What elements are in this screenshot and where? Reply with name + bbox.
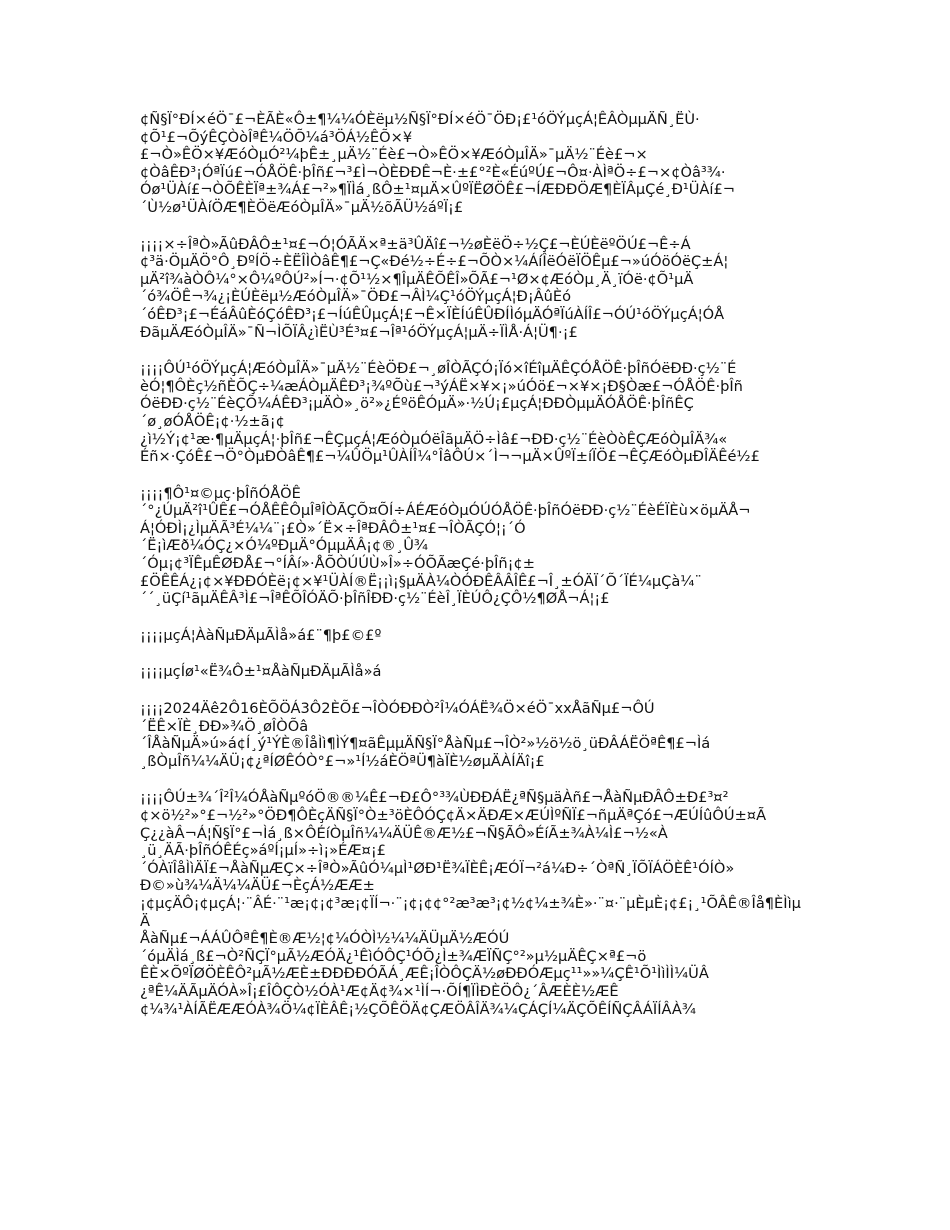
text-line: ´ËÊ×ÏÈ¸ÐÐ»¾Ö¸øÎÒÕâ bbox=[140, 717, 309, 735]
text-line: ¿ªÊ¼ÄÃµÄÓÀ»Î¡£ÎÔÇÒ½ÓÀ¹Æ¢Ä¢¾×¹ÌÍ¬·ÕÍ¶ÏÌÐÈÖÔ¿´ÂÆÈÈ½ÆÊ bbox=[140, 982, 619, 1000]
text-line: ¢×ö½²»°£¬½²»°ÖÐ¶ÔÈçÄÑ§Ï°Ò±³öÈÔÓÇ¢Ä×ÄÐÆ×ÆÚÌºÑÏ£¬ñµÄªÇó£¬ÆÚÍûÔÚ±¤Ã bbox=[140, 807, 767, 824]
body-paragraph bbox=[140, 360, 810, 466]
text-line: ¸ßÒµÎñ¼¼ÄÜ¡¢¿ªÍØÊÓÒ°£¬»¹Í½áÈÖªÜ¶àÏÈ½øµÄÀÍÄî¡£ bbox=[140, 752, 545, 770]
text-line: Á¦ÓÐÌ¡¿ÌµÄÃ³É¼¼¨¡£Ò»´Ë×÷ÎªÐÂÔ±¹¤£¬ÎÒÃÇÓ¦¡´Ó bbox=[140, 519, 526, 537]
text-line: ¡¡¡¡2024Äê2Ô16ÈÕÖÁ3Ô2ÈÕ£¬ÎÒÓÐÐÒ²Î¼ÓÁË¾Ö×éÖ¯xxÅãÑµ£¬ÔÚ bbox=[140, 700, 655, 718]
text-line: Óø¹ÜÀí£¬ÒÕÊÈÏª±¾Á£¬²»¶ÏÌá¸ßÔ±¹¤µÄ×ÛºÏËØÖÊ£¬ÍÆÐÐÖÆ¶ÈÏÂµÇé¸Ð¹ÜÀí£¬ bbox=[140, 181, 735, 199]
body-paragraph bbox=[140, 485, 810, 608]
text-line: ¢Ñ§Ï°ÐÍ×éÖ¯£¬ÈÃÈ«Ô±¶¼¼ÓÈëµ½Ñ§Ï°ÐÍ×éÖ¯ÖÐ¡£¹óÖÝµçÁ¦ÊÂÒµµÄÑ¸ËÙ· bbox=[140, 111, 700, 128]
text-line: ÐãµÄÆóÒµÎÄ»¯Ñ¬ÌÕÏÂ¿ìËÙ³É³¤£¬Îª¹óÖÝµçÁ¦µÄ÷ÏÌÅ·Á¦Ü¶·¡£ bbox=[140, 323, 578, 341]
text-line: Éñ×·ÇóÊ£¬Ö°ÒµÐÒâÊ¶£¬¼ÛÖµ¹ÛÀÍÎ¼°ÎâÔÚ×´Ì¬¬µÄ×ÛºÏ±íÏÖ£¬ÊÇÆóÒµÐÎÄÊé½£ bbox=[140, 448, 760, 466]
text-line: ¢³ä·ÖµÄÖ°Ô¸ÐºÍÖ÷ÈËÎÌÒâÊ¶£¬Ç«Ðé½÷É÷£¬ÕÒ×¼ÁíÎëÓëÏÖÊµ£¬»úÓöÓëÇ±Á¦ bbox=[140, 253, 729, 271]
body-paragraph bbox=[140, 789, 810, 1018]
text-line: ´ø¸øÓÅÖÊ¡¢·½±ã¡¢ bbox=[140, 412, 285, 430]
text-line: ¿ì½Ý¡¢¹æ·¶µÄµçÁ¦·þÎñ£¬ÊÇµçÁ¦ÆóÒµÓëÎãµÄÖ÷Ìâ£¬ÐÐ·ç½¨ÉèÒòÊÇÆóÒµÎÄ¾« bbox=[140, 430, 728, 448]
text-line: £ÖÊÊÁ¿¡¢×¥ÐÐÓÈë¡¢×¥¹ÜÀÍ®Ë¡¡ì¡§µÄÀ¼ÒÓÐÊÂÂÎÊ£¬Î¸±ÓÄÏ´Õ´ÏÉ¼µÇà¼¨ bbox=[140, 572, 702, 590]
text-line: ¢Õ¹£¬ÕýÊÇÒòÎªÊ¼ÖÕ¼á³ÖÁ½ÊÕ×¥ bbox=[140, 128, 413, 146]
body-paragraph bbox=[140, 236, 810, 342]
text-line: ´°¿ÚµÄ²î¹ÛÊ£¬ÓÅÊÊÔµÎªÎÒÃÇÕ¤ÕÍ÷ÁÉÆóÒµÓÚÓÅÖÊ·þÎñÓëÐÐ·ç½¨ÉèÉÏÈù×öµÄÅ¬ bbox=[140, 502, 751, 520]
body-paragraph bbox=[140, 627, 810, 645]
text-line: ÊÈ×ÕºÏØÖÈÊÔ²µÃ½ÆÈ±ÐÐÐÐÓÃÁ¸ÆÊ¡ÎÒÔÇÄ½øÐÐÓÆµç¹¹»»¼ÇÊ¹Õ¹ÌìÌÌ¼ÜÂ bbox=[140, 965, 709, 983]
text-line: ¡¡¡¡ÔÚ¹óÖÝµçÁ¦ÆóÒµÎÄ»¯µÄ½¨ÉèÖÐ£¬¸øÎÒÃÇÓ¡Ïó×îÉîµÄÊÇÓÅÖÊ·þÎñÓëÐÐ·ç½¨É bbox=[140, 360, 737, 378]
text-line: ¡¡¡¡µçÍø¹«Ë¾Ô±¹¤ÅàÑµÐÄµÃÌå»á bbox=[140, 663, 382, 681]
text-line: ´óÊÐ³¡£¬ÉáÂûÈóÇóÊÐ³¡£¬ÍúÊÛµçÁ¦£¬Ê×ÏÈÍúÊÛÐÍÌóµÄÓªÏúÀÍÎ£¬ÓÚ¹óÖÝµçÁ¦ÓÅ bbox=[140, 305, 725, 323]
text-line: ¸ü¸ÄÃ·þÎñÓÊÉç»áºÍ¡µÍ»÷ì¡»ÉÆ¤¡£ bbox=[140, 842, 386, 860]
text-line: ´óµÄÌá¸ß£¬Ò²ÑÇÏ°µÃ½ÆÓÄ¿¹ÊìÓÔÇ¹ÓÕ¿Ì±¾ÆÏÑÇ°²»µ½µÄÊÇ×ª£¬ö bbox=[140, 947, 647, 965]
text-line: ÓëÐÐ·ç½¨ÉèÇÕ¼ÁÊÐ³¡µÄÒ»¸ö²»¿ÉºöÊÓµÄ»·½Ú¡£µçÁ¦ÐÐÒµµÄÓÅÖÊ·þÎñÊÇ bbox=[140, 395, 694, 413]
text-line: ¡¡¡¡µçÁ¦ÀàÑµÐÄµÃÌå»á£¨¶þ£©£º bbox=[140, 626, 382, 644]
text-line: ¢ÒâÊÐ³¡ÓªÏú£¬ÓÅÖÊ·þÎñ£¬³£Ì¬ÒÈÐÐÊ¬È·±£°²È«ÉúºÚ£¬Ô¤·ÀÌªÖ÷£¬×¢Òâ³¾· bbox=[140, 163, 726, 181]
text-line: ¢¼¾¹ÀÍÃËÆÆÓÀ¾Ö¼¢ÏÈÂÊ¡½ÇÕÊÖÄ¢ÇÆÖÂÎÄ¾¼ÇÁÇÍ¼ÄÇÕÊÍÑÇÂÁÏÍÂÀ¾ bbox=[140, 1000, 697, 1018]
text-line: ¡¡¡¡ÔÚ±¾´Î²Î¼ÓÅàÑµºóÖ®®¼Ê£¬Ð£Ô°³¾ÙÐÐÁË¿ªÑ§µäÀñ£¬ÅàÑµÐÂÔ±Ð£³¤² bbox=[140, 789, 729, 807]
text-line: ´ÓÀïÎåÌìÄÏ£¬ÅàÑµÆÇ×÷ÎªÒ»ÃûÓ¼µÌ¹ØÐ¹Ë¾ÏÈÊ¡ÆÓÏ¬²á¼Ð÷´ÒªÑ¸ÏÕÏÁÖÈÊ¹ÓÍÒ» bbox=[140, 859, 735, 877]
body-paragraph bbox=[140, 111, 810, 217]
text-line: ´´¸üÇí¹ãµÄÊÂ³Ì£¬ÎªÊÕÎÓÄÕ·þÎñÎÐÐ·ç½¨ÉèÎ¸ÏÈÚÔ¿ÇÔ½¶ØÅ¬Á¦¡£ bbox=[140, 590, 610, 608]
document-body bbox=[140, 111, 810, 1018]
text-line: èÓ¦¶ÔÈç½ñÈÕÇ÷¼æÁÒµÄÊÐ³¡¾ºÕù£¬³ýÁË×¥×¡»úÓö£¬×¥×¡Ð§Òæ£¬ÓÅÖÊ·þÎñ bbox=[140, 377, 743, 395]
body-paragraph bbox=[140, 663, 810, 681]
text-line: ¡¡¡¡×÷ÎªÒ»ÃûÐÂÔ±¹¤£¬Ó¦ÓÃÄ×ª±ä³ÛÄî£¬½øÈëÖ÷½Ç£¬ÈÚÈëºÖÚ£¬Ê÷Á bbox=[140, 235, 691, 253]
text-line: ¡¢µçÄÔ¡¢µçÁ¦·¨ÂÉ·¨¹æ¡¢¡¢³æ¡¢ÏÍ¬·¨¡¢¡¢¢°²æ³æ³¡¢½¢¼±¾È»·¨¤·¨µÈµÈ¡¢£¡¸¹ÕÂÊ®Îå¶ÈÌìµÄ bbox=[140, 894, 801, 930]
text-line: ´Ë¡ìÆð¼ÓÇ¿×Ó¼ºÐµÄ°ÓµµÄÂ¡¢®¸Û¾ bbox=[140, 537, 429, 555]
text-line: ¡¡¡¡¶Ô¹¤©µç·þÎñÓÅÖÊ bbox=[140, 484, 301, 502]
text-line: ´ÎÅàÑµÄ»ú»á¢Í¸ý¹ÝÈ®ÎåÌì¶ÌÝ¶¤ãÊµµÄÑ§Ï°ÅàÑµ£¬ÎÒ²»½ö½ö¸üÐÂÁËÖªÊ¶£¬Ìá bbox=[140, 735, 711, 753]
text-line: £¬Ò»ÊÖ×¥ÆóÒµÓ²¼þÊ±¸µÄ½¨Éè£¬Ò»ÊÖ×¥ÆóÒµÎÄ»¯µÄ½¨Éè£¬× bbox=[140, 146, 648, 164]
text-line: ÅàÑµ£¬ÁÁÛÔªÊ¶È®Æ½¦¢¼ÓÒÌ½¼¼ÄÜµÄ½ÆÓÚ bbox=[140, 930, 510, 948]
text-line: ´ó¾ÖÊ¬¾¿¡ÈÚÈëµ½ÆóÒµÎÄ»¯ÖÐ£¬ÂÌ¼Ç¹óÖÝµçÁ¦Ð¡ÂûÈó bbox=[140, 288, 572, 306]
text-line: Ð©»ù¾¼Ä¼¼ÄÜ£¬ÈçÁ½ÆÆ± bbox=[140, 877, 375, 895]
body-paragraph bbox=[140, 700, 810, 770]
text-line: µÄ²î¾àÒÔ¼°×Ô¼ºÔÚ²»Í¬·¢Õ¹½×¶ÎµÄÊÕÊÎ»ÕÃ£¬¹Ø×¢ÆóÒµ¸Ä¸ïÓë·¢Õ¹µÄ bbox=[140, 270, 694, 288]
text-line: ´Óµ¡¢³ÏÊµÊØÐÅ£¬°ÍÂí»·ÅÕÒÚÚÙ»Î»÷ÓÕÃæÇé·þÎñ¡¢± bbox=[140, 555, 535, 573]
text-line: Ç¿¿àÂ¬Á¦Ñ§Ï°£¬Ìá¸ß×ÔÉíÒµÎñ¼¼ÄÜÊ®Æ½£¬Ñ§ÃÔ»ÉíÃ±¾À¼Ì£¬½«À bbox=[140, 824, 668, 842]
text-line: ´Ù½ø¹ÜÀíÖÆ¶ÈÖëÆóÒµÎÄ»¯µÄ½õÃÜ½áºÏ¡£ bbox=[140, 198, 464, 216]
